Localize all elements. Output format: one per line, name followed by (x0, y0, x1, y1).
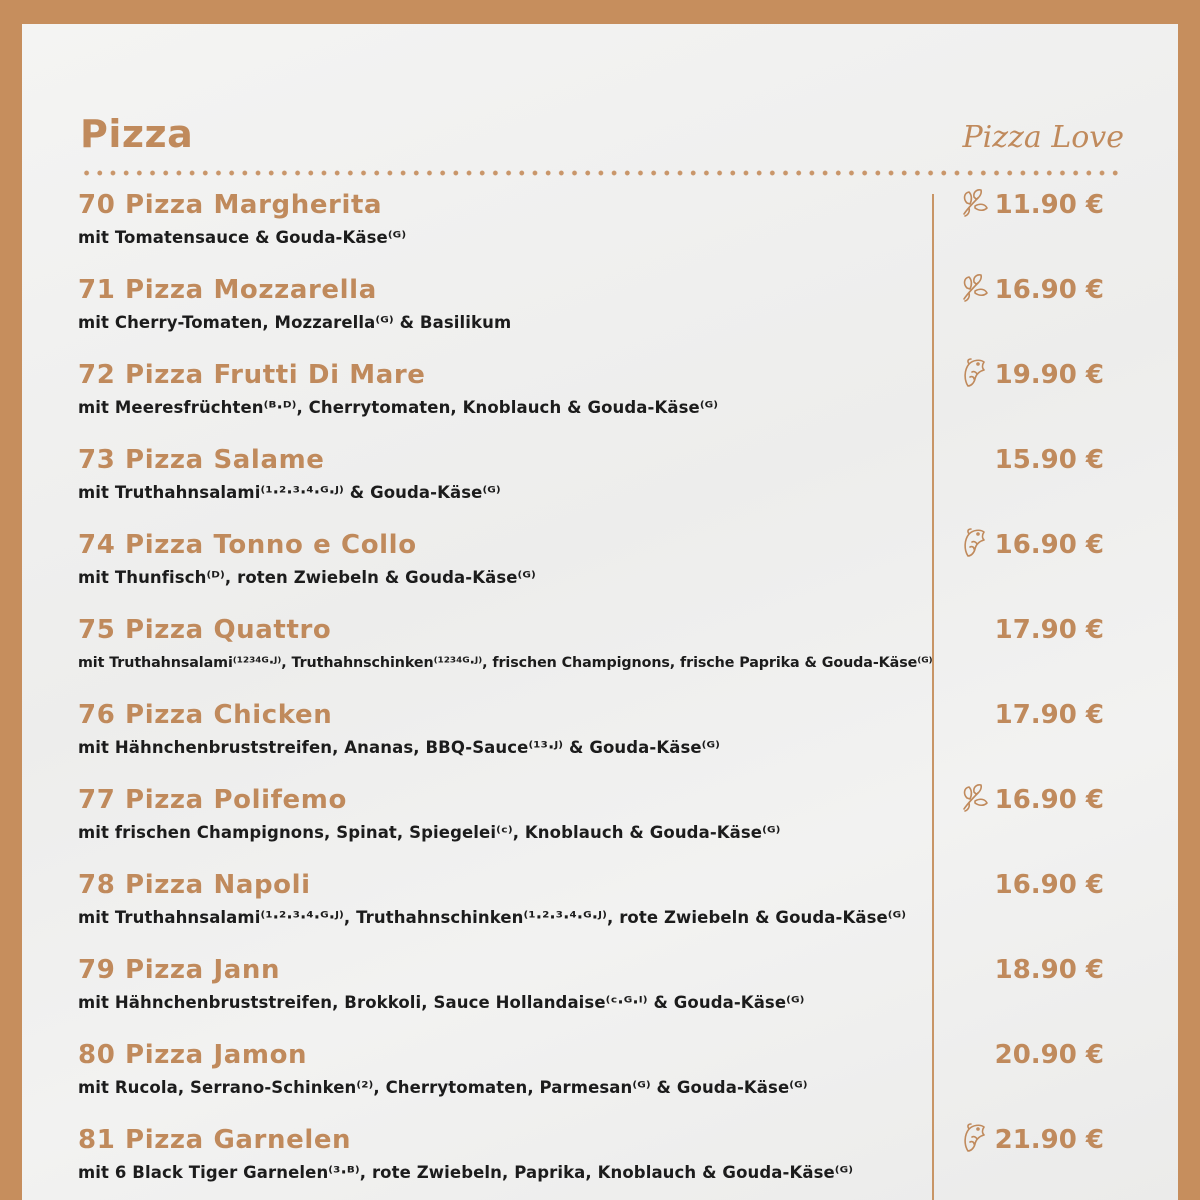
vegetarian-leaf-icon (958, 781, 992, 815)
item-name: 80 Pizza Jamon (78, 1040, 308, 1070)
item-price: 18.90 € (994, 955, 1104, 985)
item-description: mit Meeresfrüchten⁽ᴮ·ᴰ⁾, Cherrytomaten, Knoblauch & Gouda-Käse⁽ᴳ⁾ (78, 398, 719, 417)
menu-item (78, 615, 1128, 695)
fish-icon (958, 1121, 992, 1155)
item-price: 19.90 € (994, 360, 1104, 390)
item-description: mit Hähnchenbruststreifen, Ananas, BBQ-Sauce⁽¹³·ᴶ⁾ & Gouda-Käse⁽ᴳ⁾ (78, 738, 721, 757)
item-price: 20.90 € (994, 1040, 1104, 1070)
page-title: Pizza (80, 112, 194, 156)
item-name: 77 Pizza Polifemo (78, 785, 347, 815)
menu-item (78, 785, 1128, 865)
item-name: 73 Pizza Salame (78, 445, 325, 475)
item-price: 15.90 € (994, 445, 1104, 475)
menu-item (78, 360, 1128, 440)
item-name: 70 Pizza Margherita (78, 190, 383, 220)
item-name: 79 Pizza Jann (78, 955, 281, 985)
menu-item (78, 190, 1128, 270)
item-name: 72 Pizza Frutti Di Mare (78, 360, 426, 390)
item-name: 78 Pizza Napoli (78, 870, 311, 900)
dotted-divider (80, 170, 1124, 176)
item-name: 75 Pizza Quattro (78, 615, 332, 645)
menu-item (78, 870, 1128, 950)
brand-logo: Pizza Love (962, 120, 1124, 155)
fish-icon (958, 526, 992, 560)
item-price: 16.90 € (994, 275, 1104, 305)
item-description: mit Tomatensauce & Gouda-Käse⁽ᴳ⁾ (78, 228, 407, 247)
item-description: mit Thunfisch⁽ᴰ⁾, roten Zwiebeln & Gouda-Käse⁽ᴳ⁾ (78, 568, 536, 587)
vegetarian-leaf-icon (958, 186, 992, 220)
item-price: 16.90 € (994, 870, 1104, 900)
fish-icon (958, 356, 992, 390)
item-description: mit Truthahnsalami⁽¹·²·³·⁴·ᴳ·ᴶ⁾, Truthahnschinken⁽¹·²·³·⁴·ᴳ·ᴶ⁾, rote Zwiebeln & Gouda-Käse⁽ᴳ⁾ (78, 908, 907, 927)
item-description: mit Hähnchenbruststreifen, Brokkoli, Sauce Hollandaise⁽ᶜ·ᴳ·ᴵ⁾ & Gouda-Käse⁽ᴳ⁾ (78, 993, 805, 1012)
item-description: mit Cherry-Tomaten, Mozzarella⁽ᴳ⁾ & Basilikum (78, 313, 512, 332)
item-description: mit Truthahnsalami⁽¹²³⁴ᴳ·ᴶ⁾, Truthahnschinken⁽¹²³⁴ᴳ·ᴶ⁾, frischen Champignons, frische Paprika & Gouda-Käse⁽ᴳ⁾ (78, 655, 933, 671)
item-name: 81 Pizza Garnelen (78, 1125, 352, 1155)
menu-item (78, 275, 1128, 355)
item-name: 71 Pizza Mozzarella (78, 275, 377, 305)
menu-sheet (22, 24, 1178, 1200)
vegetarian-leaf-icon (958, 271, 992, 305)
item-price: 16.90 € (994, 785, 1104, 815)
item-description: mit frischen Champignons, Spinat, Spiegelei⁽ᶜ⁾, Knoblauch & Gouda-Käse⁽ᴳ⁾ (78, 823, 781, 842)
menu-item (78, 700, 1128, 780)
item-name: 76 Pizza Chicken (78, 700, 333, 730)
item-name: 74 Pizza Tonno e Collo (78, 530, 417, 560)
item-description: mit Truthahnsalami⁽¹·²·³·⁴·ᴳ·ᴶ⁾ & Gouda-Käse⁽ᴳ⁾ (78, 483, 501, 502)
menu-item (78, 1125, 1128, 1200)
menu-item (78, 530, 1128, 610)
menu-item (78, 445, 1128, 525)
item-description: mit 6 Black Tiger Garnelen⁽³·ᴮ⁾, rote Zwiebeln, Paprika, Knoblauch & Gouda-Käse⁽ᴳ⁾ (78, 1163, 854, 1182)
item-description: mit Rucola, Serrano-Schinken⁽²⁾, Cherrytomaten, Parmesan⁽ᴳ⁾ & Gouda-Käse⁽ᴳ⁾ (78, 1078, 808, 1097)
menu-item (78, 955, 1128, 1035)
item-price: 17.90 € (994, 615, 1104, 645)
item-price: 16.90 € (994, 530, 1104, 560)
item-price: 17.90 € (994, 700, 1104, 730)
item-price: 21.90 € (994, 1125, 1104, 1155)
item-price: 11.90 € (994, 190, 1104, 220)
menu-item (78, 1040, 1128, 1120)
